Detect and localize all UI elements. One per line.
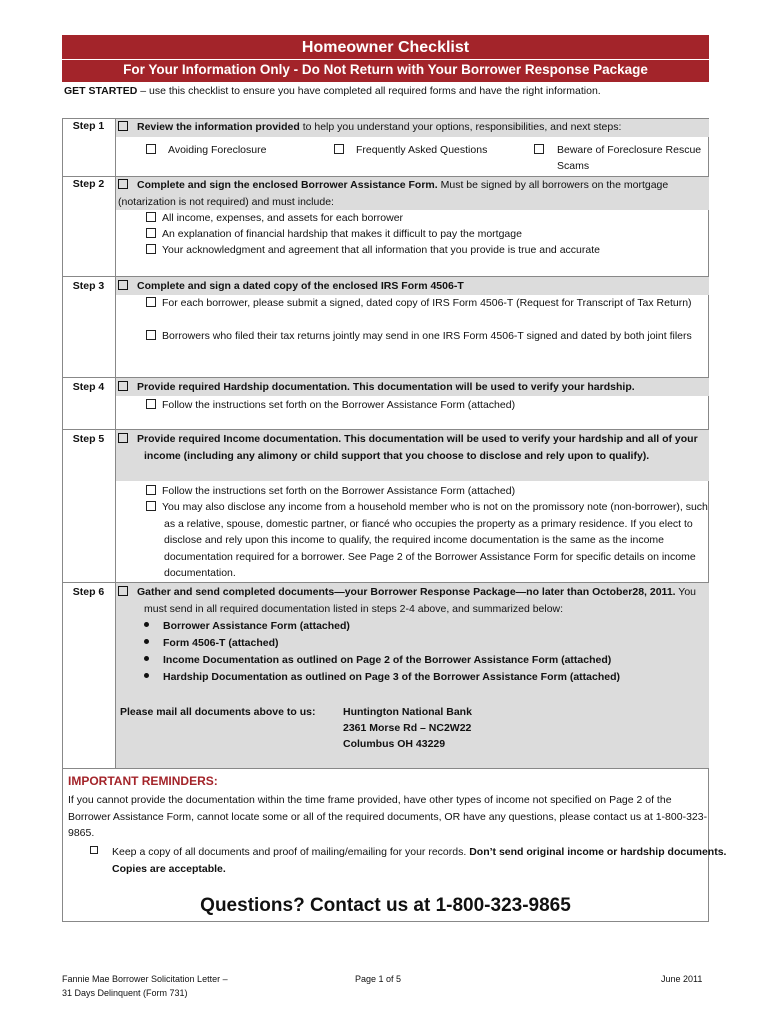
checkbox[interactable] <box>146 144 156 154</box>
bullet-text: Borrower Assistance Form (attached) <box>163 620 350 632</box>
step3-label: Step 3 <box>72 280 105 292</box>
step1-option-2 <box>334 142 524 158</box>
step6-bullet-3 <box>140 652 702 669</box>
reminder-bold: Don’t send original income or hardship documents. Copies are acceptable. <box>112 846 727 875</box>
option-label: Frequently Asked Questions <box>356 144 488 156</box>
step1-option-1 <box>146 142 336 158</box>
checkbox[interactable] <box>118 586 128 596</box>
step6-bullet-2 <box>140 635 702 652</box>
checkbox[interactable] <box>146 485 156 495</box>
mail-line-2: 2361 Morse Rd – NC2W22 <box>343 722 472 734</box>
checkbox[interactable] <box>118 381 128 391</box>
step2-text <box>118 177 708 210</box>
footer-date: June 2011 <box>661 974 703 984</box>
item-text: An explanation of financial hardship that makes it difficult to pay the mortgage <box>162 228 522 240</box>
checkbox[interactable] <box>146 228 156 238</box>
intro-lead: GET STARTED <box>64 85 138 97</box>
checkbox[interactable] <box>334 144 344 154</box>
footer-left <box>62 972 228 1000</box>
step2-bold: Complete and sign the enclosed Borrower Assistance Form. <box>137 179 438 191</box>
step3-bold: Complete and sign a dated copy of the enclosed IRS Form 4506-T <box>137 280 464 292</box>
item-text: You may also disclose any income from a household member who is not on the promissory note (non-borrower), such as a relative, spouse, domestic partner, or fiancé who occupies the property as a primary residence. If you elect to disclose and rely upon this income to qualify, the required income documentation is the same as the income documentation required for a borrower. See Page 2 of the Borrower Assistance Form for specific details on income documentation. <box>162 501 708 579</box>
option-label: Avoiding Foreclosure <box>168 144 267 156</box>
step5-label: Step 5 <box>72 433 105 445</box>
mail-line-1: Huntington National Bank <box>343 706 472 718</box>
item-text: Follow the instructions set forth on the Borrower Assistance Form (attached) <box>162 485 516 497</box>
step3-item-1 <box>146 295 709 312</box>
step4-bold: Provide required Hardship documentation. This documentation will be used to verify your hardship. <box>137 381 635 393</box>
row-divider <box>62 768 709 769</box>
item-text: Your acknowledgment and agreement that all information that you provide is true and accurate <box>162 244 600 256</box>
checkbox[interactable] <box>118 280 128 290</box>
checkbox[interactable] <box>118 433 128 443</box>
reminders-item <box>90 844 727 877</box>
step4-item-1 <box>146 397 708 414</box>
bullet-text: Hardship Documentation as outlined on Page 3 of the Borrower Assistance Form (attached) <box>163 671 621 683</box>
bullet-text: Form 4506-T (attached) <box>163 637 279 649</box>
bullet-icon <box>144 656 149 661</box>
mail-lead: Please mail all documents above to us: <box>120 706 316 718</box>
row-divider <box>62 276 709 277</box>
checkbox[interactable] <box>146 297 156 307</box>
step1-label: Step 1 <box>72 120 105 132</box>
footer-page: Page 1 of 5 <box>355 974 402 984</box>
step1-option-3-box <box>534 142 545 158</box>
item-text: All income, expenses, and assets for each borrower <box>162 212 404 224</box>
step2-body: Must be signed by all borrowers on the mortgage (notarization is not required) and must include: <box>118 179 669 208</box>
step2-item-1 <box>146 210 708 227</box>
bullet-text: Income Documentation as outlined on Page 2 of the Borrower Assistance Form (attached) <box>163 654 612 666</box>
footer-left-line-1: Fannie Mae Borrower Solicitation Letter – <box>62 974 228 984</box>
step6-bullet-4 <box>140 669 702 686</box>
checkbox[interactable] <box>118 179 128 189</box>
row-divider <box>62 582 709 583</box>
checkbox[interactable] <box>146 501 156 511</box>
step6-bold: Gather and send completed documents—your Borrower Response Package—no later than October28, 2011. <box>137 586 676 598</box>
step6-bullet-1 <box>140 618 702 635</box>
item-text: Follow the instructions set forth on the Borrower Assistance Form (attached) <box>162 399 516 411</box>
checkbox[interactable] <box>90 846 98 854</box>
step1-body: to help you understand your options, responsibilities, and next steps: <box>299 121 622 133</box>
step1-text <box>118 119 708 136</box>
step2-item-2 <box>146 226 708 243</box>
bullet-icon <box>144 622 149 627</box>
item-text: For each borrower, please submit a signed, dated copy of IRS Form 4506-T (Request for Transcript of Tax Return) <box>162 297 692 309</box>
row-divider <box>62 377 709 378</box>
intro-text <box>64 84 709 98</box>
reminders-heading: IMPORTANT REMINDERS: <box>68 774 218 788</box>
step1-option-3: Beware of Foreclosure Rescue Scams <box>557 144 702 172</box>
step5-item-2 <box>146 499 709 582</box>
step3-text <box>118 278 708 295</box>
footer-left-line-2: 31 Days Delinquent (Form 731) <box>62 988 188 998</box>
step3-item-2 <box>146 328 709 345</box>
step4-label: Step 4 <box>72 381 105 393</box>
step5-item-1 <box>146 483 708 500</box>
step5-text <box>118 431 709 464</box>
page-title: Homeowner Checklist <box>301 39 470 56</box>
reminders-text: If you cannot provide the documentation within the time frame provided, have other types of income not specified on Page 2 of the Borrower Assistance Form, cannot locate some or all of the required documents, OR have any questions, please contact us at 1-800-323-9865. <box>68 794 708 839</box>
reminder-text: Keep a copy of all documents and proof of mailing/emailing for your records. <box>112 846 470 858</box>
step2-item-3 <box>146 242 708 259</box>
checkbox[interactable] <box>146 330 156 340</box>
questions-contact: Questions? Contact us at 1-800-323-9865 <box>200 895 571 916</box>
step4-text <box>118 379 708 396</box>
intro-body: – use this checklist to ensure you have completed all required forms and have the right information. <box>137 85 601 97</box>
step5-bold: Provide required Income documentation. This documentation will be used to verify your hardship and all of your income (including any alimony or child support that you choose to disclose and rely upon to qualify). <box>137 433 698 462</box>
step1-bold: Review the information provided <box>137 121 300 133</box>
step6-label: Step 6 <box>72 586 105 598</box>
header-banner <box>62 35 709 82</box>
mail-line-3: Columbus OH 43229 <box>343 738 446 750</box>
page-subtitle: For Your Information Only - Do Not Return with Your Borrower Response Package <box>62 59 709 80</box>
step6-body: You must send in all required documentation listed in steps 2-4 above, and summarized below: <box>144 586 697 615</box>
step2-label: Step 2 <box>72 178 105 190</box>
checkbox[interactable] <box>146 212 156 222</box>
checkbox[interactable] <box>146 399 156 409</box>
step6-text <box>118 584 709 617</box>
checkbox[interactable] <box>146 244 156 254</box>
row-divider <box>62 429 709 430</box>
bullet-icon <box>144 673 149 678</box>
item-text: Borrowers who filed their tax returns jointly may send in one IRS Form 4506-T signed and dated by both joint filers <box>162 330 692 342</box>
bullet-icon <box>144 639 149 644</box>
checkbox[interactable] <box>534 144 544 154</box>
checkbox[interactable] <box>118 121 128 131</box>
